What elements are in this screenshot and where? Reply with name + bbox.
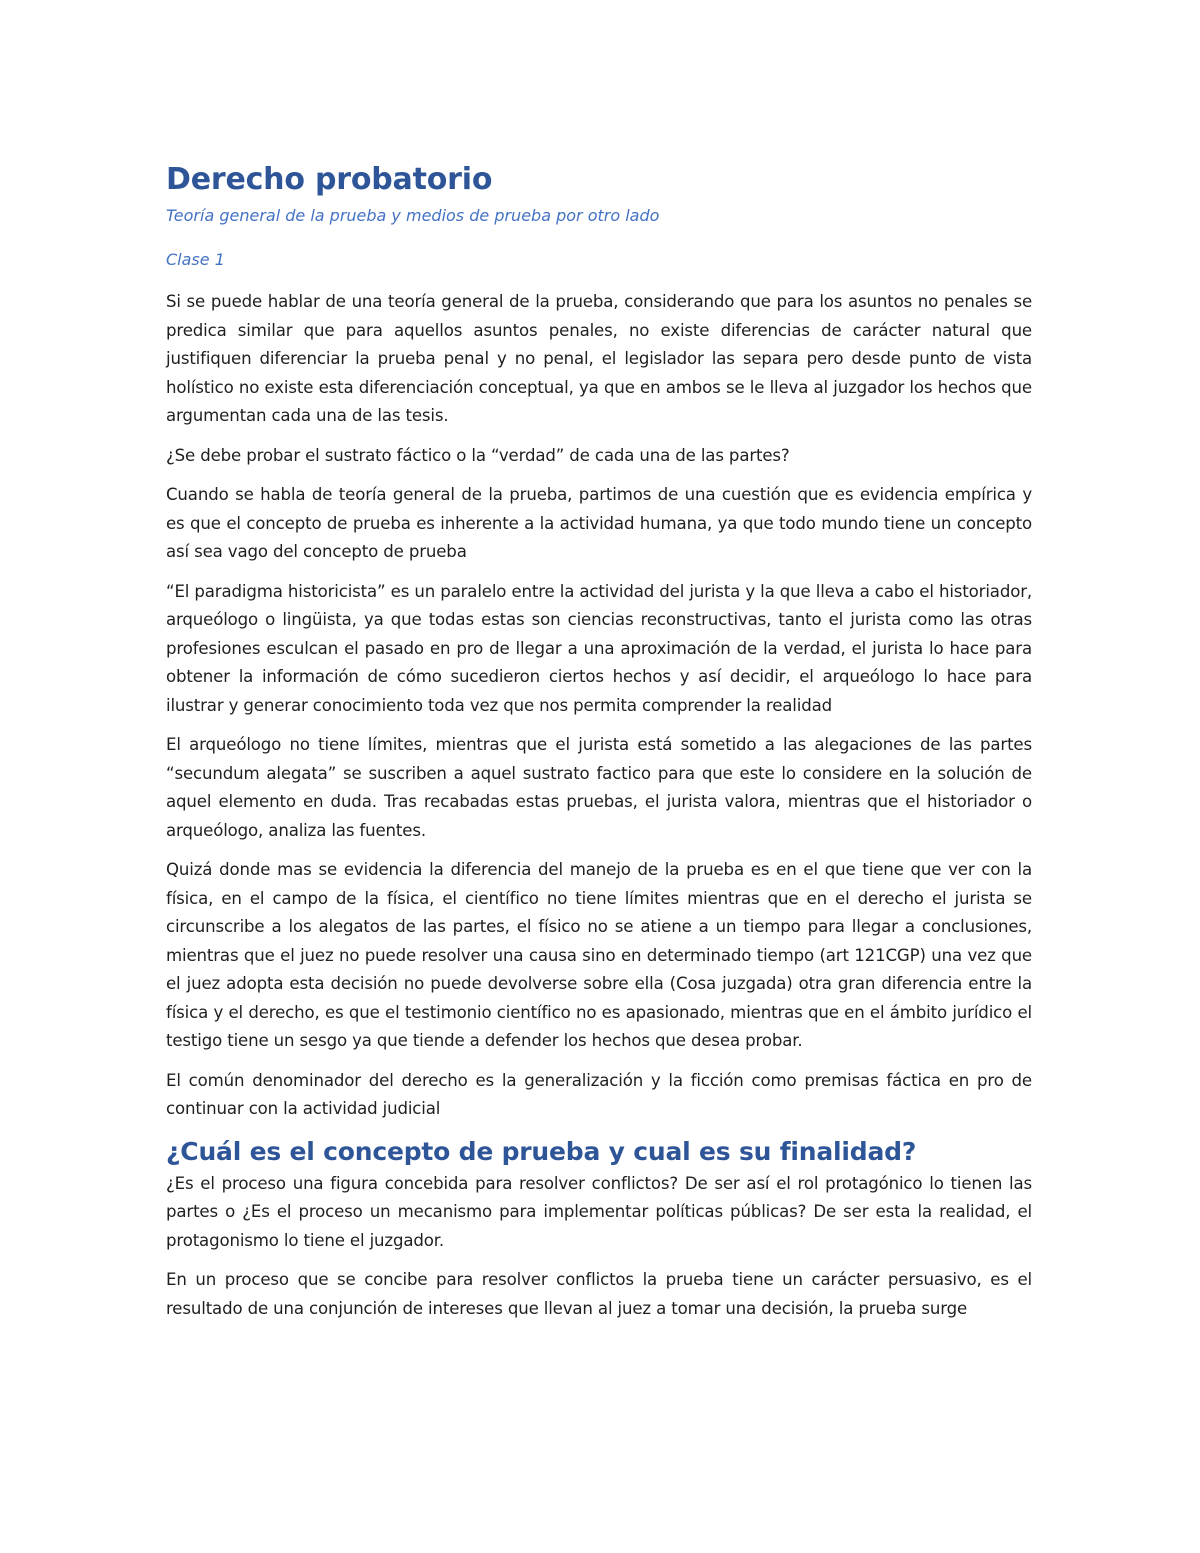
paragraph: El arqueólogo no tiene límites, mientras que el jurista está sometido a las alegaciones de las partes “secundum alegata” se suscriben a aquel sustrato factico para que este lo considere en la solución de aquel elemento en duda. Tras recabadas estas pruebas, el jurista valora, mientras que el historiador o arqueólogo, analiza las fuentes. bbox=[166, 735, 1032, 840]
paragraph: Cuando se habla de teoría general de la prueba, partimos de una cuestión que es evidencia empírica y es que el concepto de prueba es inherente a la actividad humana, ya que todo mundo tiene un concepto así sea vago del concepto de prueba bbox=[166, 485, 1032, 561]
document-title: Derecho probatorio bbox=[166, 162, 493, 197]
document-page bbox=[166, 160, 1032, 1334]
paragraph: Quizá donde mas se evidencia la diferencia del manejo de la prueba es en el que tiene que ver con la física, en el campo de la física, el científico no tiene límites mientras que en el derecho el jurista se circunscribe a los alegatos de las partes, el físico no se atiene a un tiempo para llegar a conclusiones, mientras que el juez no puede resolver una causa sino en determinado tiempo (art 121CGP) una vez que el juez adopta esta decisión no puede devolverse sobre ella (Cosa juzgada) otra gran diferencia entre la física y el derecho, es que el testimonio científico no es apasionado, mientras que en el ámbito jurídico el testigo tiene un sesgo ya que tiende a defender los hechos que desea probar. bbox=[166, 860, 1032, 1050]
document-subtitle: Teoría general de la prueba y medios de prueba por otro lado bbox=[166, 206, 660, 225]
paragraph: ¿Se debe probar el sustrato fáctico o la “verdad” de cada una de las partes? bbox=[166, 445, 790, 465]
paragraph: En un proceso que se concibe para resolver conflictos la prueba tiene un carácter persuasivo, es el resultado de una conjunción de intereses que llevan al juez a tomar una decisión, la prueba surge bbox=[166, 1270, 1032, 1318]
paragraph: Si se puede hablar de una teoría general de la prueba, considerando que para los asuntos no penales se predica similar que para aquellos asuntos penales, no existe diferencias de carácter natural que justifiquen diferenciar la prueba penal y no penal, el legislador las separa pero desde punto de vista holístico no existe esta diferenciación conceptual, ya que en ambos se le lleva al juzgador los hechos que argumentan cada una de las tesis. bbox=[166, 292, 1032, 425]
paragraph: “El paradigma historicista” es un paralelo entre la actividad del jurista y la que lleva a cabo el historiador, arqueólogo o lingüista, ya que todas estas son ciencias reconstructivas, tanto el jurista como las otras profesiones esculcan el pasado en pro de llegar a una aproximación de la verdad, el jurista lo hace para obtener la información de cómo sucedieron ciertos hechos y así decidir, el arqueólogo lo hace para ilustrar y generar conocimiento toda vez que nos permita comprender la realidad bbox=[166, 581, 1032, 715]
section-heading: ¿Cuál es el concepto de prueba y cual es su finalidad? bbox=[166, 1136, 917, 1166]
paragraph: El común denominador del derecho es la generalización y la ficción como premisas fáctica en pro de continuar con la actividad judicial bbox=[166, 1070, 1032, 1118]
paragraph: ¿Es el proceso una figura concebida para resolver conflictos? De ser así el rol protagónico lo tienen las partes o ¿Es el proceso un mecanismo para implementar políticas públicas? De ser esta la realidad, el protagonismo lo tiene el juzgador. bbox=[166, 1173, 1032, 1250]
class-label: Clase 1 bbox=[166, 250, 225, 269]
